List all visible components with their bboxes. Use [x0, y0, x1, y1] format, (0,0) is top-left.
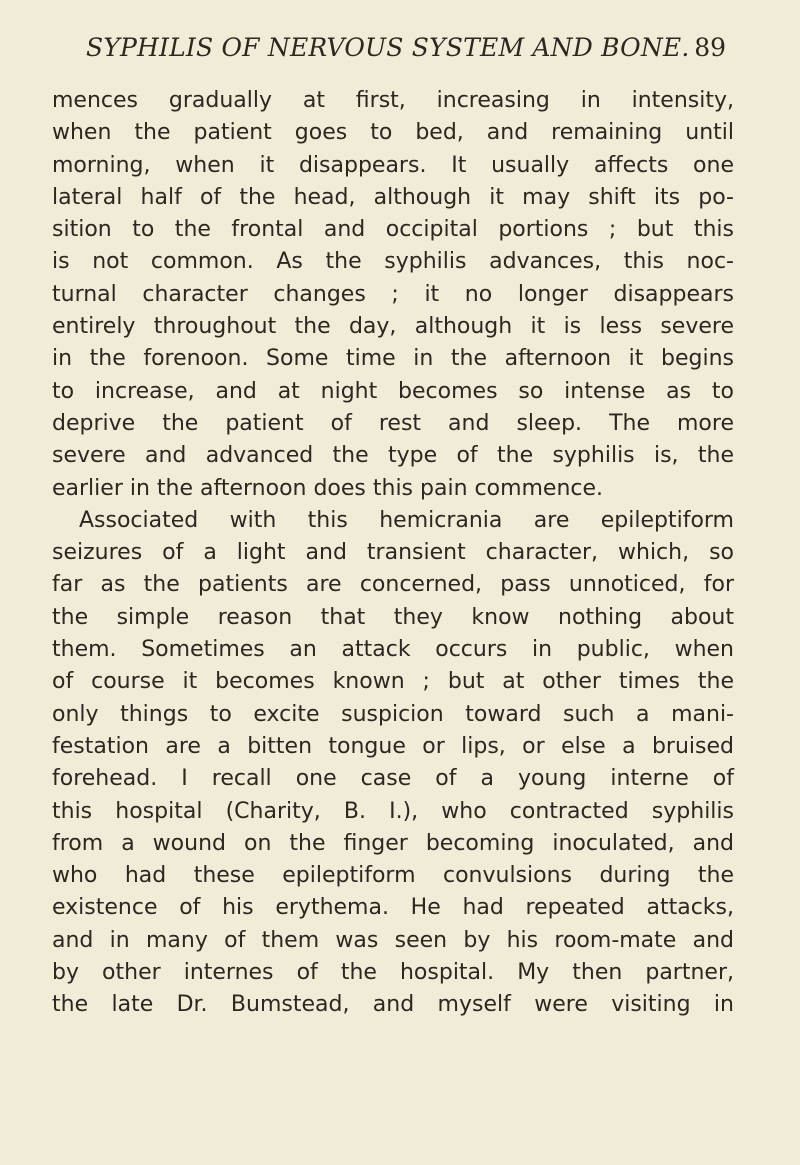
text-line: mences gradually at first, increasing in intensity,: [52, 88, 734, 113]
running-title: SYPHILIS OF NERVOUS SYSTEM AND BONE.: [86, 33, 690, 62]
text-line: this hospital (Charity, B. I.), who contracted syphilis: [52, 798, 734, 824]
text-line: of course it becomes known ; but at other times the: [52, 669, 734, 695]
text-line: turnal character changes ; it no longer disappears: [52, 281, 734, 307]
text-line: when the patient goes to bed, and remaining until: [52, 120, 734, 146]
text-line: is not common. As the syphilis advances, this noc-: [52, 249, 734, 275]
text-line: only things to excite suspicion toward such a mani-: [52, 701, 734, 727]
text-line: festation are a bitten tongue or lips, or else a bruised: [52, 733, 734, 759]
text-line: from a wound on the finger becoming inoculated, and: [52, 830, 734, 856]
text-line: deprive the patient of rest and sleep. The more: [52, 410, 734, 436]
text-line: in the forenoon. Some time in the afternoon it begins: [52, 346, 734, 372]
text-line: seizures of a light and transient character, which, so: [52, 540, 734, 566]
text-line: forehead. I recall one case of a young interne of: [52, 766, 734, 792]
text-line: the late Dr. Bumstead, and myself were visiting in: [52, 992, 734, 1018]
text-line: morning, when it disappears. It usually affects one: [52, 152, 734, 178]
text-line: sition to the frontal and occipital portions ; but this: [52, 217, 734, 243]
text-line: existence of his erythema. He had repeated attacks,: [52, 895, 734, 921]
paragraph-end-line: earlier in the afternoon does this pain commence.: [52, 475, 604, 501]
text-line: by other internes of the hospital. My then partner,: [52, 960, 734, 986]
text-line: lateral half of the head, although it may shift its po-: [52, 184, 734, 210]
text-line: the simple reason that they know nothing about: [52, 604, 734, 630]
text-line: who had these epileptiform convulsions during the: [52, 863, 734, 889]
running-header: [86, 33, 726, 77]
text-line: far as the patients are concerned, pass unnoticed, for: [52, 572, 734, 598]
text-line: severe and advanced the type of the syphilis is, the: [52, 443, 734, 469]
paragraph-start-line: Associated with this hemicrania are epileptiform: [79, 507, 734, 533]
text-line: and in many of them was seen by his room-mate and: [52, 927, 734, 953]
text-line: them. Sometimes an attack occurs in public, when: [52, 637, 734, 663]
text-line: to increase, and at night becomes so intense as to: [52, 378, 734, 404]
page-number: 89: [694, 33, 726, 62]
text-line: entirely throughout the day, although it is less severe: [52, 314, 734, 340]
body-text: [52, 85, 734, 1022]
